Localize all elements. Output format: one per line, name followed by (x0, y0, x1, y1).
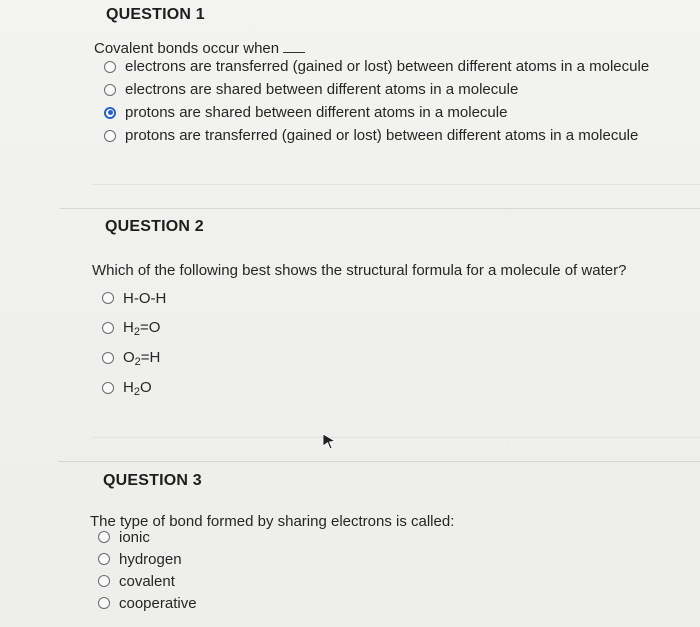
question-1-options (104, 55, 649, 147)
question-1-prompt-text: Covalent bonds occur when (94, 40, 280, 57)
radio-button[interactable] (104, 130, 116, 142)
option-label: ionic (119, 528, 150, 546)
q3-option-2[interactable] (98, 548, 197, 570)
question-2-title: QUESTION 2 (105, 218, 204, 235)
option-label: H-O-H (123, 289, 167, 307)
option-label: electrons are shared between different atoms in a molecule (125, 81, 519, 98)
q2-option-2[interactable] (102, 313, 166, 343)
option-label: hydrogen (119, 550, 182, 568)
q3-option-1[interactable] (98, 526, 197, 548)
question-2-prompt: Which of the following best shows the structural formula for a molecule of water? (92, 262, 627, 279)
q1-option-4[interactable] (104, 124, 649, 147)
question-2-options (102, 283, 166, 403)
mouse-pointer-icon (322, 433, 336, 449)
question-3-title: QUESTION 3 (103, 472, 202, 489)
q1-option-1[interactable] (104, 55, 649, 78)
option-label: covalent (119, 572, 175, 590)
question-separator (60, 208, 700, 209)
question-3-options (98, 526, 197, 614)
option-label: protons are transferred (gained or lost) between different atoms in a molecule (125, 127, 639, 144)
option-label: $H_2=O$ (123, 318, 161, 338)
q3-option-3[interactable] (98, 570, 197, 592)
answer-separator (92, 184, 700, 185)
answer-blank (283, 50, 305, 53)
radio-button[interactable] (98, 531, 110, 543)
radio-button[interactable] (102, 382, 114, 394)
q1-option-2[interactable] (104, 78, 649, 101)
radio-button[interactable] (98, 597, 110, 609)
radio-button[interactable] (98, 553, 110, 565)
question-1-title: QUESTION 1 (106, 6, 205, 23)
radio-button[interactable] (98, 575, 110, 587)
radio-button[interactable] (104, 84, 116, 96)
option-label: $O_2=H$ (123, 348, 161, 368)
option-label: electrons are transferred (gained or lost) between different atoms in a molecule (125, 58, 650, 75)
radio-button-selected[interactable] (104, 107, 116, 119)
q1-option-3[interactable] (104, 101, 649, 124)
q2-option-4[interactable] (102, 373, 166, 403)
question-separator (58, 461, 700, 462)
radio-button[interactable] (102, 352, 114, 364)
radio-button[interactable] (102, 322, 114, 334)
option-label: $H_2O$ (123, 378, 152, 398)
q2-option-3[interactable] (102, 343, 166, 373)
question-3-prompt: The type of bond formed by sharing electrons is called: (90, 513, 455, 530)
radio-button[interactable] (102, 292, 114, 304)
q2-option-1[interactable] (102, 283, 166, 313)
radio-button[interactable] (104, 61, 116, 73)
answer-separator (92, 437, 700, 438)
option-label: cooperative (119, 594, 197, 612)
option-label: protons are shared between different atoms in a molecule (125, 104, 508, 121)
q3-option-4[interactable] (98, 592, 197, 614)
